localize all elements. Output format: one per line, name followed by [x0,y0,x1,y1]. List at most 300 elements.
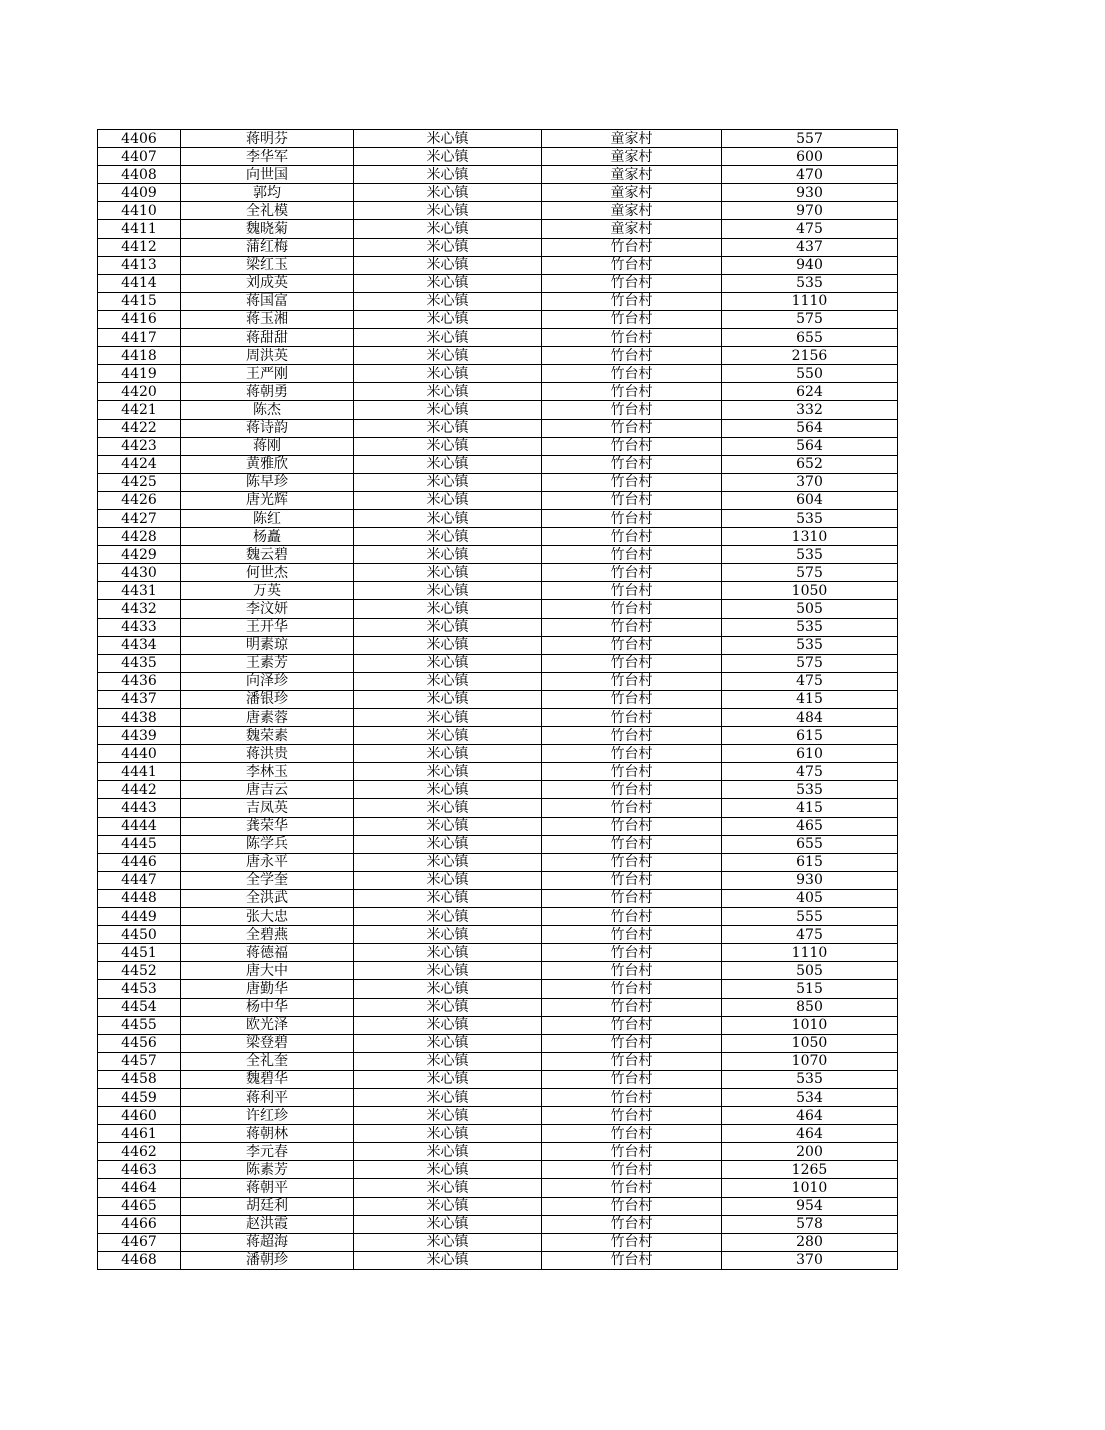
amount-cell: 1010 [722,1016,898,1034]
town-cell: 米心镇 [354,1143,542,1161]
village-cell: 竹台村 [542,365,722,383]
village-cell: 童家村 [542,130,722,148]
table-row [98,1107,898,1125]
name-cell: 黄雅欣 [181,455,354,473]
table-body [98,130,898,1270]
table-row [98,962,898,980]
table-row [98,509,898,527]
table-row [98,329,898,347]
row-number-cell: 4462 [98,1143,181,1161]
table-row [98,944,898,962]
row-number-cell: 4428 [98,528,181,546]
row-number-cell: 4459 [98,1088,181,1106]
table-row [98,455,898,473]
amount-cell: 280 [722,1233,898,1251]
town-cell: 米心镇 [354,202,542,220]
row-number-cell: 4441 [98,763,181,781]
name-cell: 李汶妍 [181,600,354,618]
row-number-cell: 4458 [98,1070,181,1088]
table-row [98,709,898,727]
amount-cell: 655 [722,835,898,853]
town-cell: 米心镇 [354,491,542,509]
amount-cell: 624 [722,383,898,401]
row-number-cell: 4417 [98,329,181,347]
row-number-cell: 4466 [98,1215,181,1233]
amount-cell: 655 [722,329,898,347]
village-cell: 竹台村 [542,889,722,907]
amount-cell: 610 [722,745,898,763]
village-cell: 竹台村 [542,546,722,564]
name-cell: 唐光辉 [181,491,354,509]
name-cell: 李华军 [181,148,354,166]
row-number-cell: 4448 [98,889,181,907]
table-row [98,184,898,202]
row-number-cell: 4437 [98,690,181,708]
town-cell: 米心镇 [354,383,542,401]
amount-cell: 600 [722,148,898,166]
amount-cell: 484 [722,709,898,727]
village-cell: 童家村 [542,148,722,166]
town-cell: 米心镇 [354,1088,542,1106]
amount-cell: 535 [722,781,898,799]
table-row [98,781,898,799]
town-cell: 米心镇 [354,292,542,310]
name-cell: 全礼奎 [181,1052,354,1070]
table-row [98,1070,898,1088]
amount-cell: 1310 [722,528,898,546]
town-cell: 米心镇 [354,1215,542,1233]
table-row [98,274,898,292]
town-cell: 米心镇 [354,347,542,365]
table-row [98,419,898,437]
amount-cell: 930 [722,184,898,202]
table-row [98,491,898,509]
town-cell: 米心镇 [354,1125,542,1143]
row-number-cell: 4415 [98,292,181,310]
village-cell: 竹台村 [542,1251,722,1269]
row-number-cell: 4434 [98,636,181,654]
town-cell: 米心镇 [354,781,542,799]
row-number-cell: 4455 [98,1016,181,1034]
name-cell: 全洪武 [181,889,354,907]
name-cell: 陈早珍 [181,473,354,491]
row-number-cell: 4419 [98,365,181,383]
amount-cell: 575 [722,654,898,672]
row-number-cell: 4464 [98,1179,181,1197]
row-number-cell: 4408 [98,166,181,184]
village-cell: 竹台村 [542,1107,722,1125]
table-row [98,871,898,889]
village-cell: 竹台村 [542,962,722,980]
amount-cell: 930 [722,871,898,889]
row-number-cell: 4423 [98,437,181,455]
amount-cell: 954 [722,1197,898,1215]
table-row [98,908,898,926]
row-number-cell: 4451 [98,944,181,962]
amount-cell: 850 [722,998,898,1016]
name-cell: 蒋洪贵 [181,745,354,763]
row-number-cell: 4454 [98,998,181,1016]
name-cell: 蒋朝勇 [181,383,354,401]
row-number-cell: 4467 [98,1233,181,1251]
table-row [98,1215,898,1233]
name-cell: 王素芳 [181,654,354,672]
row-number-cell: 4431 [98,582,181,600]
amount-cell: 535 [722,1070,898,1088]
name-cell: 蒲红梅 [181,238,354,256]
row-number-cell: 4438 [98,709,181,727]
town-cell: 米心镇 [354,1034,542,1052]
table-row [98,672,898,690]
village-cell: 竹台村 [542,401,722,419]
village-cell: 竹台村 [542,618,722,636]
amount-cell: 515 [722,980,898,998]
village-cell: 竹台村 [542,419,722,437]
row-number-cell: 4427 [98,509,181,527]
town-cell: 米心镇 [354,437,542,455]
town-cell: 米心镇 [354,690,542,708]
table-row [98,528,898,546]
village-cell: 竹台村 [542,491,722,509]
village-cell: 竹台村 [542,1161,722,1179]
village-cell: 竹台村 [542,564,722,582]
row-number-cell: 4407 [98,148,181,166]
table-row [98,582,898,600]
town-cell: 米心镇 [354,709,542,727]
amount-cell: 652 [722,455,898,473]
name-cell: 梁红玉 [181,256,354,274]
amount-cell: 535 [722,274,898,292]
table-row [98,763,898,781]
village-cell: 童家村 [542,202,722,220]
amount-cell: 437 [722,238,898,256]
row-number-cell: 4422 [98,419,181,437]
amount-cell: 475 [722,926,898,944]
amount-cell: 578 [722,1215,898,1233]
town-cell: 米心镇 [354,998,542,1016]
village-cell: 竹台村 [542,1233,722,1251]
table-row [98,690,898,708]
table-row [98,166,898,184]
town-cell: 米心镇 [354,1016,542,1034]
village-cell: 竹台村 [542,1088,722,1106]
row-number-cell: 4436 [98,672,181,690]
row-number-cell: 4409 [98,184,181,202]
name-cell: 欧光泽 [181,1016,354,1034]
village-cell: 竹台村 [542,437,722,455]
table-row [98,654,898,672]
town-cell: 米心镇 [354,1179,542,1197]
town-cell: 米心镇 [354,817,542,835]
row-number-cell: 4429 [98,546,181,564]
town-cell: 米心镇 [354,1251,542,1269]
village-cell: 竹台村 [542,853,722,871]
name-cell: 赵洪霞 [181,1215,354,1233]
name-cell: 许红珍 [181,1107,354,1125]
name-cell: 向泽珍 [181,672,354,690]
table-row [98,799,898,817]
row-number-cell: 4465 [98,1197,181,1215]
amount-cell: 332 [722,401,898,419]
name-cell: 李林玉 [181,763,354,781]
town-cell: 米心镇 [354,365,542,383]
amount-cell: 557 [722,130,898,148]
table-row [98,636,898,654]
row-number-cell: 4433 [98,618,181,636]
village-cell: 竹台村 [542,509,722,527]
town-cell: 米心镇 [354,419,542,437]
name-cell: 全碧燕 [181,926,354,944]
name-cell: 唐勤华 [181,980,354,998]
amount-cell: 464 [722,1107,898,1125]
name-cell: 蒋甜甜 [181,329,354,347]
row-number-cell: 4460 [98,1107,181,1125]
name-cell: 刘成英 [181,274,354,292]
amount-cell: 535 [722,546,898,564]
amount-cell: 615 [722,727,898,745]
table-row [98,148,898,166]
town-cell: 米心镇 [354,509,542,527]
village-cell: 竹台村 [542,908,722,926]
village-cell: 童家村 [542,166,722,184]
town-cell: 米心镇 [354,582,542,600]
amount-cell: 535 [722,636,898,654]
village-cell: 竹台村 [542,1016,722,1034]
name-cell: 全学奎 [181,871,354,889]
name-cell: 梁登碧 [181,1034,354,1052]
town-cell: 米心镇 [354,908,542,926]
village-cell: 竹台村 [542,944,722,962]
village-cell: 竹台村 [542,329,722,347]
amount-cell: 1070 [722,1052,898,1070]
table-row [98,238,898,256]
amount-cell: 415 [722,690,898,708]
name-cell: 魏荣素 [181,727,354,745]
name-cell: 周洪英 [181,347,354,365]
data-table-container [97,129,897,1270]
amount-cell: 604 [722,491,898,509]
village-cell: 竹台村 [542,745,722,763]
village-cell: 竹台村 [542,292,722,310]
data-table [97,129,898,1270]
row-number-cell: 4414 [98,274,181,292]
table-row [98,1016,898,1034]
row-number-cell: 4446 [98,853,181,871]
table-row [98,727,898,745]
row-number-cell: 4444 [98,817,181,835]
name-cell: 向世国 [181,166,354,184]
name-cell: 杨中华 [181,998,354,1016]
amount-cell: 470 [722,166,898,184]
amount-cell: 970 [722,202,898,220]
name-cell: 陈杰 [181,401,354,419]
village-cell: 竹台村 [542,1197,722,1215]
name-cell: 张大忠 [181,908,354,926]
amount-cell: 1110 [722,944,898,962]
name-cell: 蒋利平 [181,1088,354,1106]
town-cell: 米心镇 [354,401,542,419]
table-row [98,853,898,871]
row-number-cell: 4425 [98,473,181,491]
table-row [98,437,898,455]
town-cell: 米心镇 [354,1197,542,1215]
town-cell: 米心镇 [354,763,542,781]
table-row [98,473,898,491]
row-number-cell: 4461 [98,1125,181,1143]
table-row [98,998,898,1016]
name-cell: 蒋刚 [181,437,354,455]
amount-cell: 505 [722,962,898,980]
table-row [98,383,898,401]
village-cell: 竹台村 [542,636,722,654]
row-number-cell: 4445 [98,835,181,853]
table-row [98,365,898,383]
amount-cell: 615 [722,853,898,871]
table-row [98,1052,898,1070]
amount-cell: 465 [722,817,898,835]
table-row [98,817,898,835]
table-row [98,130,898,148]
row-number-cell: 4420 [98,383,181,401]
table-row [98,256,898,274]
row-number-cell: 4468 [98,1251,181,1269]
village-cell: 竹台村 [542,383,722,401]
town-cell: 米心镇 [354,962,542,980]
amount-cell: 475 [722,220,898,238]
village-cell: 竹台村 [542,727,722,745]
village-cell: 竹台村 [542,347,722,365]
row-number-cell: 4413 [98,256,181,274]
village-cell: 竹台村 [542,310,722,328]
amount-cell: 575 [722,564,898,582]
row-number-cell: 4440 [98,745,181,763]
town-cell: 米心镇 [354,1233,542,1251]
village-cell: 竹台村 [542,274,722,292]
name-cell: 唐素蓉 [181,709,354,727]
town-cell: 米心镇 [354,528,542,546]
village-cell: 竹台村 [542,1052,722,1070]
town-cell: 米心镇 [354,1161,542,1179]
name-cell: 蒋朝平 [181,1179,354,1197]
name-cell: 陈素芳 [181,1161,354,1179]
village-cell: 竹台村 [542,799,722,817]
amount-cell: 550 [722,365,898,383]
table-row [98,401,898,419]
amount-cell: 575 [722,310,898,328]
village-cell: 竹台村 [542,1215,722,1233]
town-cell: 米心镇 [354,636,542,654]
row-number-cell: 4421 [98,401,181,419]
row-number-cell: 4432 [98,600,181,618]
village-cell: 竹台村 [542,1034,722,1052]
village-cell: 竹台村 [542,926,722,944]
table-row [98,292,898,310]
town-cell: 米心镇 [354,1107,542,1125]
village-cell: 竹台村 [542,817,722,835]
row-number-cell: 4430 [98,564,181,582]
town-cell: 米心镇 [354,148,542,166]
table-row [98,745,898,763]
name-cell: 唐大中 [181,962,354,980]
town-cell: 米心镇 [354,618,542,636]
village-cell: 竹台村 [542,672,722,690]
row-number-cell: 4418 [98,347,181,365]
village-cell: 童家村 [542,220,722,238]
town-cell: 米心镇 [354,871,542,889]
village-cell: 竹台村 [542,1070,722,1088]
town-cell: 米心镇 [354,926,542,944]
village-cell: 竹台村 [542,1143,722,1161]
name-cell: 潘朝珍 [181,1251,354,1269]
amount-cell: 370 [722,473,898,491]
amount-cell: 1050 [722,582,898,600]
row-number-cell: 4443 [98,799,181,817]
table-row [98,1251,898,1269]
table-row [98,1088,898,1106]
name-cell: 蒋国富 [181,292,354,310]
name-cell: 明素琼 [181,636,354,654]
name-cell: 全礼模 [181,202,354,220]
amount-cell: 1050 [722,1034,898,1052]
name-cell: 唐吉云 [181,781,354,799]
town-cell: 米心镇 [354,564,542,582]
name-cell: 陈红 [181,509,354,527]
name-cell: 蒋诗韵 [181,419,354,437]
table-row [98,220,898,238]
village-cell: 竹台村 [542,998,722,1016]
table-row [98,1197,898,1215]
row-number-cell: 4411 [98,220,181,238]
name-cell: 万英 [181,582,354,600]
amount-cell: 475 [722,763,898,781]
row-number-cell: 4453 [98,980,181,998]
town-cell: 米心镇 [354,889,542,907]
name-cell: 杨矗 [181,528,354,546]
amount-cell: 370 [722,1251,898,1269]
town-cell: 米心镇 [354,835,542,853]
row-number-cell: 4456 [98,1034,181,1052]
amount-cell: 200 [722,1143,898,1161]
amount-cell: 535 [722,618,898,636]
village-cell: 竹台村 [542,600,722,618]
table-row [98,618,898,636]
town-cell: 米心镇 [354,654,542,672]
name-cell: 李元春 [181,1143,354,1161]
table-row [98,1161,898,1179]
name-cell: 蒋玉湘 [181,310,354,328]
amount-cell: 534 [722,1088,898,1106]
row-number-cell: 4426 [98,491,181,509]
table-row [98,564,898,582]
village-cell: 竹台村 [542,1179,722,1197]
name-cell: 何世杰 [181,564,354,582]
name-cell: 王开华 [181,618,354,636]
name-cell: 魏碧华 [181,1070,354,1088]
town-cell: 米心镇 [354,256,542,274]
town-cell: 米心镇 [354,944,542,962]
town-cell: 米心镇 [354,220,542,238]
town-cell: 米心镇 [354,166,542,184]
table-row [98,1125,898,1143]
amount-cell: 464 [722,1125,898,1143]
town-cell: 米心镇 [354,1070,542,1088]
amount-cell: 940 [722,256,898,274]
town-cell: 米心镇 [354,600,542,618]
town-cell: 米心镇 [354,546,542,564]
name-cell: 潘银珍 [181,690,354,708]
name-cell: 胡廷利 [181,1197,354,1215]
amount-cell: 415 [722,799,898,817]
